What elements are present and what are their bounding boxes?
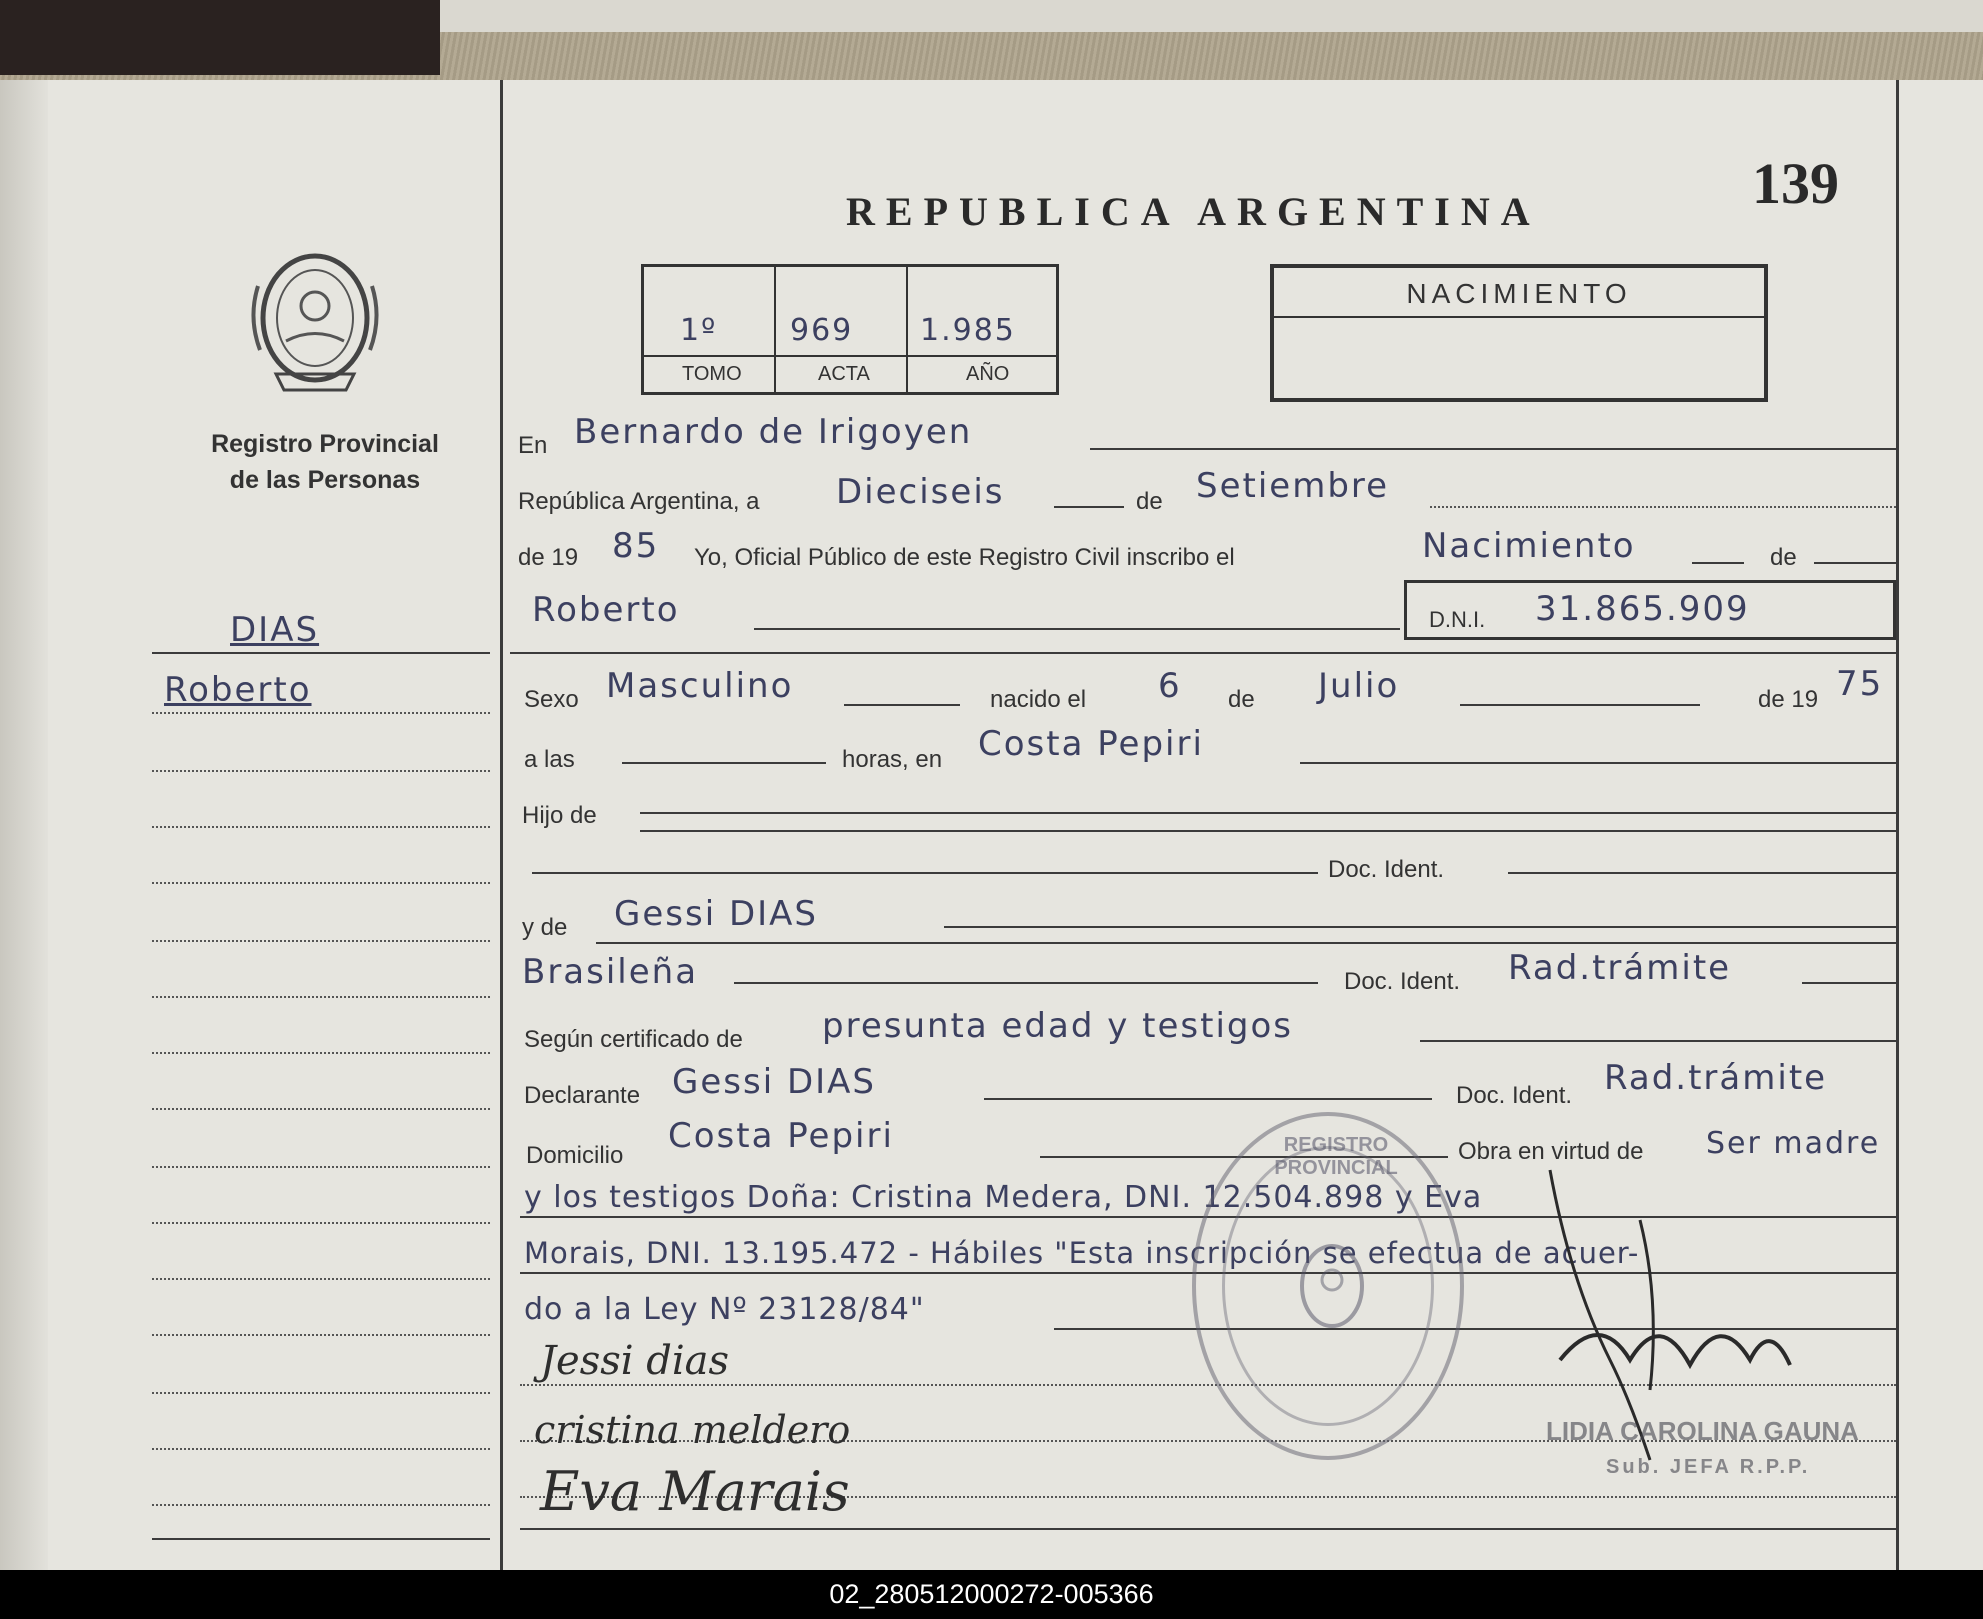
field-birth-day: 6 bbox=[1158, 666, 1182, 706]
image-id-footer: 02_280512000272-005366 bbox=[0, 1570, 1983, 1619]
right-border bbox=[1896, 80, 1899, 1570]
field-line bbox=[640, 812, 1896, 814]
label-en: En bbox=[518, 432, 548, 459]
official-stamp bbox=[1192, 1112, 1464, 1460]
ano-value: 1.985 bbox=[920, 313, 1016, 348]
field-line bbox=[1430, 506, 1896, 508]
label-doc: Doc. Ident. bbox=[1456, 1082, 1573, 1109]
field-name: Roberto bbox=[532, 590, 680, 630]
field-line bbox=[844, 704, 960, 706]
label-sexo: Sexo bbox=[524, 686, 579, 713]
field-birth-place: Costa Pepiri bbox=[978, 724, 1204, 764]
field-line bbox=[532, 872, 1318, 874]
margin-dots bbox=[152, 1334, 490, 1336]
margin-dots bbox=[152, 826, 490, 828]
field-line bbox=[1054, 506, 1124, 508]
field-line bbox=[1508, 872, 1896, 874]
stamp-emblem-icon bbox=[1292, 1236, 1372, 1336]
registry-line1: Registro Provincial bbox=[211, 430, 439, 458]
field-line bbox=[1814, 562, 1896, 564]
field-line bbox=[596, 942, 1896, 944]
field-mother: Gessi DIAS bbox=[614, 894, 818, 934]
field-day: Dieciseis bbox=[836, 472, 1005, 512]
label-de: de bbox=[1136, 488, 1163, 515]
official-name: LIDIA CAROLINA GAUNA bbox=[1546, 1416, 1859, 1446]
label-declarante: Declarante bbox=[524, 1082, 641, 1109]
signature-mother: Jessi dias bbox=[540, 1338, 730, 1384]
acta-label: ACTA bbox=[818, 363, 870, 385]
tomo-value: 1º bbox=[680, 313, 718, 348]
observation-line-3: do a la Ley Nº 23128/84" bbox=[524, 1292, 925, 1327]
acta-value: 969 bbox=[790, 313, 854, 348]
margin-dots bbox=[152, 1052, 490, 1054]
field-birth-year: 75 bbox=[1836, 664, 1884, 704]
label-doc: Doc. Ident. bbox=[1328, 856, 1445, 883]
registry-line2: de las Personas bbox=[229, 466, 421, 494]
margin-end-line bbox=[152, 1538, 490, 1540]
field-virtue: Ser madre bbox=[1706, 1126, 1881, 1161]
margin-dots bbox=[152, 996, 490, 998]
field-birth-month: Julio bbox=[1318, 666, 1400, 706]
field-line bbox=[622, 762, 826, 764]
margin-divider bbox=[500, 80, 503, 1570]
label-y-de: y de bbox=[522, 914, 568, 941]
registry-name bbox=[170, 426, 480, 498]
next-page-edge bbox=[440, 0, 1983, 32]
margin-dots bbox=[152, 712, 490, 714]
stamp-text: REGISTRO PROVINCIAL bbox=[1274, 1134, 1398, 1179]
margin-dots bbox=[152, 1504, 490, 1506]
label-obra: Obra en virtud de bbox=[1458, 1138, 1644, 1165]
field-line bbox=[1300, 762, 1896, 764]
margin-line bbox=[152, 652, 490, 654]
observation-line-2: Morais, DNI. 13.195.472 - Hábiles "Esta inscripción se efectua de acuer- bbox=[524, 1236, 1640, 1270]
field-line bbox=[754, 628, 1400, 630]
official-title: Sub. JEFA R.P.P. bbox=[1606, 1456, 1811, 1478]
label-a-las: a las bbox=[524, 746, 575, 773]
field-line bbox=[1692, 562, 1744, 564]
margin-dots bbox=[152, 1392, 490, 1394]
official-signature-icon bbox=[1540, 1160, 1800, 1500]
record-type-box bbox=[1270, 264, 1768, 402]
margin-dots bbox=[152, 1108, 490, 1110]
margin-given-name: Roberto bbox=[164, 670, 312, 710]
label-republica: República Argentina, a bbox=[518, 488, 760, 515]
field-mother-nationality: Brasileña bbox=[522, 952, 699, 992]
signature-witness-2: Eva Marais bbox=[540, 1460, 850, 1523]
record-number-box bbox=[641, 264, 1059, 395]
field-place: Bernardo de Irigoyen bbox=[574, 412, 973, 452]
field-certificate: presunta edad y testigos bbox=[822, 1006, 1294, 1046]
field-dni: 31.865.909 bbox=[1535, 589, 1750, 629]
field-declarant-doc: Rad.trámite bbox=[1604, 1058, 1828, 1098]
field-line bbox=[1420, 1040, 1896, 1042]
label-segun: Según certificado de bbox=[524, 1026, 743, 1053]
field-line bbox=[984, 1098, 1432, 1100]
label-yo: Yo, Oficial Público de este Registro Civil inscribo el bbox=[694, 544, 1235, 571]
field-sex: Masculino bbox=[606, 666, 794, 706]
page-number: 139 bbox=[1752, 151, 1839, 216]
background-corner bbox=[0, 0, 440, 75]
observation-line-1: y los testigos Doña: Cristina Medera, DNI. 12.504.898 y Eva bbox=[524, 1180, 1483, 1215]
label-domicilio: Domicilio bbox=[526, 1142, 624, 1169]
document-title: REPUBLICA ARGENTINA bbox=[846, 189, 1541, 234]
field-line bbox=[1090, 448, 1896, 450]
tomo-label: TOMO bbox=[682, 363, 742, 385]
label-hijo: Hijo de bbox=[522, 802, 597, 829]
margin-dots bbox=[152, 1222, 490, 1224]
field-mother-doc: Rad.trámite bbox=[1508, 948, 1732, 988]
label-de19: de 19 bbox=[518, 544, 579, 571]
label-de: de bbox=[1228, 686, 1255, 713]
field-domicile: Costa Pepiri bbox=[668, 1116, 894, 1156]
divider bbox=[510, 652, 1896, 654]
field-line bbox=[1802, 982, 1896, 984]
margin-dots bbox=[152, 882, 490, 884]
label-de19-b: de 19 bbox=[1758, 686, 1819, 713]
label-doc: Doc. Ident. bbox=[1344, 968, 1461, 995]
margin-dots bbox=[152, 1166, 490, 1168]
label-de: de bbox=[1770, 544, 1797, 571]
field-act: Nacimiento bbox=[1422, 526, 1636, 566]
label-horas: horas, en bbox=[842, 746, 943, 773]
field-line bbox=[640, 830, 1896, 832]
field-line bbox=[944, 926, 1896, 928]
signature-end-line bbox=[520, 1528, 1896, 1530]
misiones-seal-icon bbox=[246, 246, 384, 396]
margin-dots bbox=[152, 940, 490, 942]
margin-dots bbox=[152, 770, 490, 772]
ano-label: AÑO bbox=[966, 363, 1010, 385]
margin-dots bbox=[152, 1448, 490, 1450]
field-year: 85 bbox=[612, 526, 660, 566]
field-line bbox=[734, 982, 1318, 984]
signature-witness-1: cristina meldero bbox=[534, 1408, 851, 1452]
label-nacido: nacido el bbox=[990, 686, 1087, 713]
margin-surname: DIAS bbox=[230, 610, 320, 650]
dni-box bbox=[1404, 580, 1896, 640]
field-declarant: Gessi DIAS bbox=[672, 1062, 876, 1102]
field-month: Setiembre bbox=[1196, 466, 1390, 506]
record-type: NACIMIENTO bbox=[1406, 278, 1632, 309]
page-gutter bbox=[0, 80, 48, 1570]
margin-dots bbox=[152, 1278, 490, 1280]
label-dni: D.N.I. bbox=[1429, 607, 1486, 632]
field-line bbox=[1460, 704, 1700, 706]
